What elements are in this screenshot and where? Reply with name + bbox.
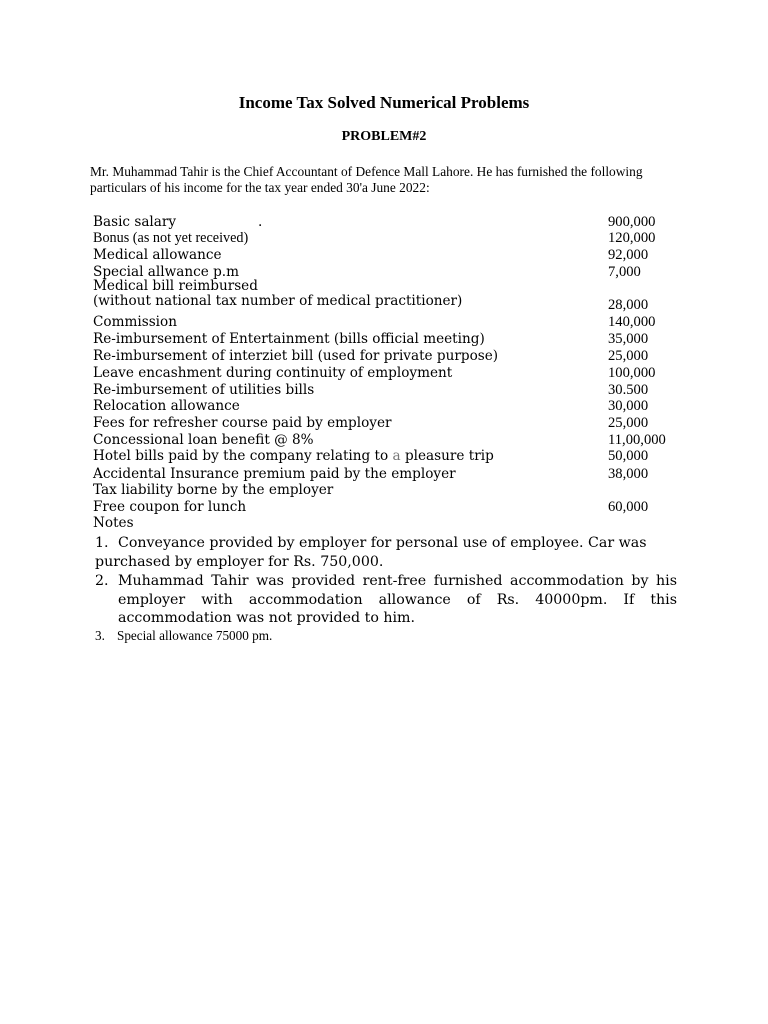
note-text: Conveyance provided by employer for personal use of employee. Car was purchased by employer for Rs. 750,000.: [95, 535, 647, 570]
list-item: [93, 482, 683, 499]
item-amount: 900,000: [608, 214, 656, 230]
list-item: [93, 214, 683, 231]
list-item: [93, 348, 683, 365]
item-label: Commission: [93, 314, 177, 330]
item-label: Medical bill reimbursed: [93, 278, 258, 294]
item-amount: 7,000: [608, 264, 641, 280]
note-item: [95, 628, 273, 644]
item-amount: 30.500: [608, 382, 649, 398]
item-amount: 35,000: [608, 331, 649, 347]
item-amount: 25,000: [608, 348, 649, 364]
note-item: [95, 572, 677, 628]
item-label-part: a: [392, 448, 401, 464]
item-amount: 50,000: [608, 448, 649, 464]
item-label: Free coupon for lunch: [93, 499, 247, 515]
item-label: Special allwance p.m: [93, 264, 239, 280]
item-label: (without national tax number of medical practitioner): [93, 293, 463, 309]
item-amount: 140,000: [608, 314, 656, 330]
list-item: [93, 432, 683, 449]
item-label: Fees for refresher course paid by employer: [93, 415, 392, 431]
item-label: [93, 448, 494, 465]
item-amount: 11,00,000: [608, 432, 666, 448]
item-amount: 60,000: [608, 499, 649, 515]
item-label: Leave encashment during continuity of employment: [93, 365, 453, 381]
note-number: 3.: [95, 628, 105, 643]
list-item: [93, 293, 683, 313]
item-label-part: Hotel bills paid by the company relating to: [93, 448, 393, 464]
list-item: [93, 499, 683, 516]
item-label: Concessional loan benefit @ 8%: [93, 432, 314, 448]
item-amount: 28,000: [608, 297, 649, 313]
item-label: Re-imbursement of Entertainment (bills official meeting): [93, 331, 485, 347]
list-item: [93, 230, 683, 247]
list-item: [93, 365, 683, 382]
item-label: Accidental Insurance premium paid by the employer: [93, 466, 456, 482]
list-item: [93, 448, 683, 465]
item-amount: 25,000: [608, 415, 649, 431]
item-label: Re-imbursement of utilities bills: [93, 382, 315, 398]
note-number: 1.: [95, 535, 109, 551]
item-label: Relocation allowance: [93, 398, 240, 414]
item-amount: 120,000: [608, 230, 656, 246]
item-label: Medical allowance: [93, 247, 222, 263]
item-amount: 38,000: [608, 466, 649, 482]
item-label: Re-imbursement of interziet bill (used for private purpose): [93, 348, 499, 364]
intro-paragraph: Mr. Muhammad Tahir is the Chief Accountant of Defence Mall Lahore. He has furnished the following particulars of his income for the tax year ended 30'a June 2022:: [90, 164, 643, 195]
list-item: [93, 398, 683, 415]
list-item: [93, 466, 683, 483]
note-number: 2.: [95, 573, 109, 589]
page-title: Income Tax Solved Numerical Problems: [238, 93, 530, 112]
problem-heading: PROBLEM#2: [341, 129, 427, 144]
item-label: Basic salary: [93, 214, 177, 230]
item-amount: 92,000: [608, 247, 649, 263]
note-text: Muhammad Tahir was provided rent-free furnished accommodation by his employer with accommodation allowance of Rs. 40000pm. If this accommodation was not provided to him.: [118, 573, 677, 626]
item-amount: 30,000: [608, 398, 649, 414]
list-item: [93, 382, 683, 399]
notes-heading: Notes: [93, 515, 134, 531]
list-item: [93, 331, 683, 348]
item-amount: 100,000: [608, 365, 656, 381]
item-label-suffix: .: [258, 214, 263, 230]
note-item: [95, 534, 677, 572]
item-label-part: pleasure trip: [400, 448, 494, 464]
note-text: Special allowance 75000 pm.: [117, 628, 273, 643]
list-item: [93, 314, 683, 331]
list-item: [93, 415, 683, 432]
item-label: Bonus (as not yet received): [93, 230, 249, 246]
list-item: [93, 247, 683, 264]
item-label: Tax liability borne by the employer: [93, 482, 334, 498]
